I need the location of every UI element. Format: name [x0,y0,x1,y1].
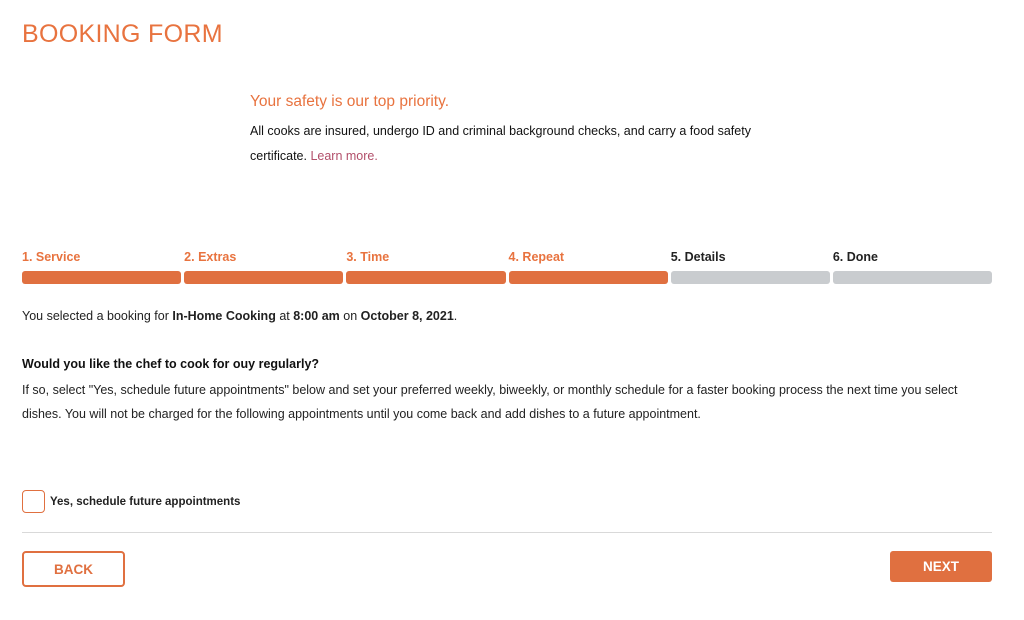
repeat-explanation: If so, select "Yes, schedule future appointments" below and set your preferred weekly, biweekly, or monthly schedule for a faster booking process the next time you select dishes. You will not be charged for the following appointments until you come back and add dishes to a future appointment. [22,383,958,421]
step-time[interactable] [346,249,505,284]
step-service[interactable] [22,249,181,284]
page-title: BOOKING FORM [22,20,223,48]
step-label: 2. Extras [184,250,237,264]
step-label: 3. Time [346,250,390,264]
divider [22,532,992,533]
summary-service: In-Home Cooking [172,309,276,323]
step-progress-bar [22,271,181,284]
schedule-future-checkbox[interactable] [22,490,45,513]
next-button[interactable]: NEXT [890,551,992,582]
step-label: 6. Done [832,250,879,264]
step-progress-bar [509,271,668,284]
summary-date: October 8, 2021 [360,309,454,323]
back-button[interactable]: BACK [22,551,125,587]
step-extras[interactable] [184,249,343,284]
step-label: 4. Repeat [508,250,565,264]
safety-heading: Your safety is our top priority. [250,93,450,110]
step-done [833,249,992,284]
summary-at: at [279,309,290,323]
learn-more-link[interactable]: Learn more. [310,149,378,163]
booking-summary [22,309,457,323]
step-progress-bar [833,271,992,284]
step-progress-bar [671,271,830,284]
progress-steps [22,249,992,284]
step-repeat[interactable] [509,249,668,284]
summary-prefix: You selected a booking for [22,309,169,323]
safety-notice [250,93,770,169]
repeat-question: Would you like the chef to cook for ouy regularly? [22,357,320,371]
safety-description: All cooks are insured, undergo ID and criminal background checks, and carry a food safety certificate. [250,124,751,163]
summary-time: 8:00 am [293,309,340,323]
step-progress-bar [184,271,343,284]
step-label: 5. Details [670,250,726,264]
step-details [671,249,830,284]
summary-end: . [453,309,458,323]
summary-on: on [343,309,358,323]
schedule-future-label[interactable]: Yes, schedule future appointments [50,495,241,508]
schedule-future-checkbox-row[interactable] [22,490,240,513]
step-label: 1. Service [22,250,81,264]
step-progress-bar [346,271,505,284]
safety-text [250,119,770,169]
